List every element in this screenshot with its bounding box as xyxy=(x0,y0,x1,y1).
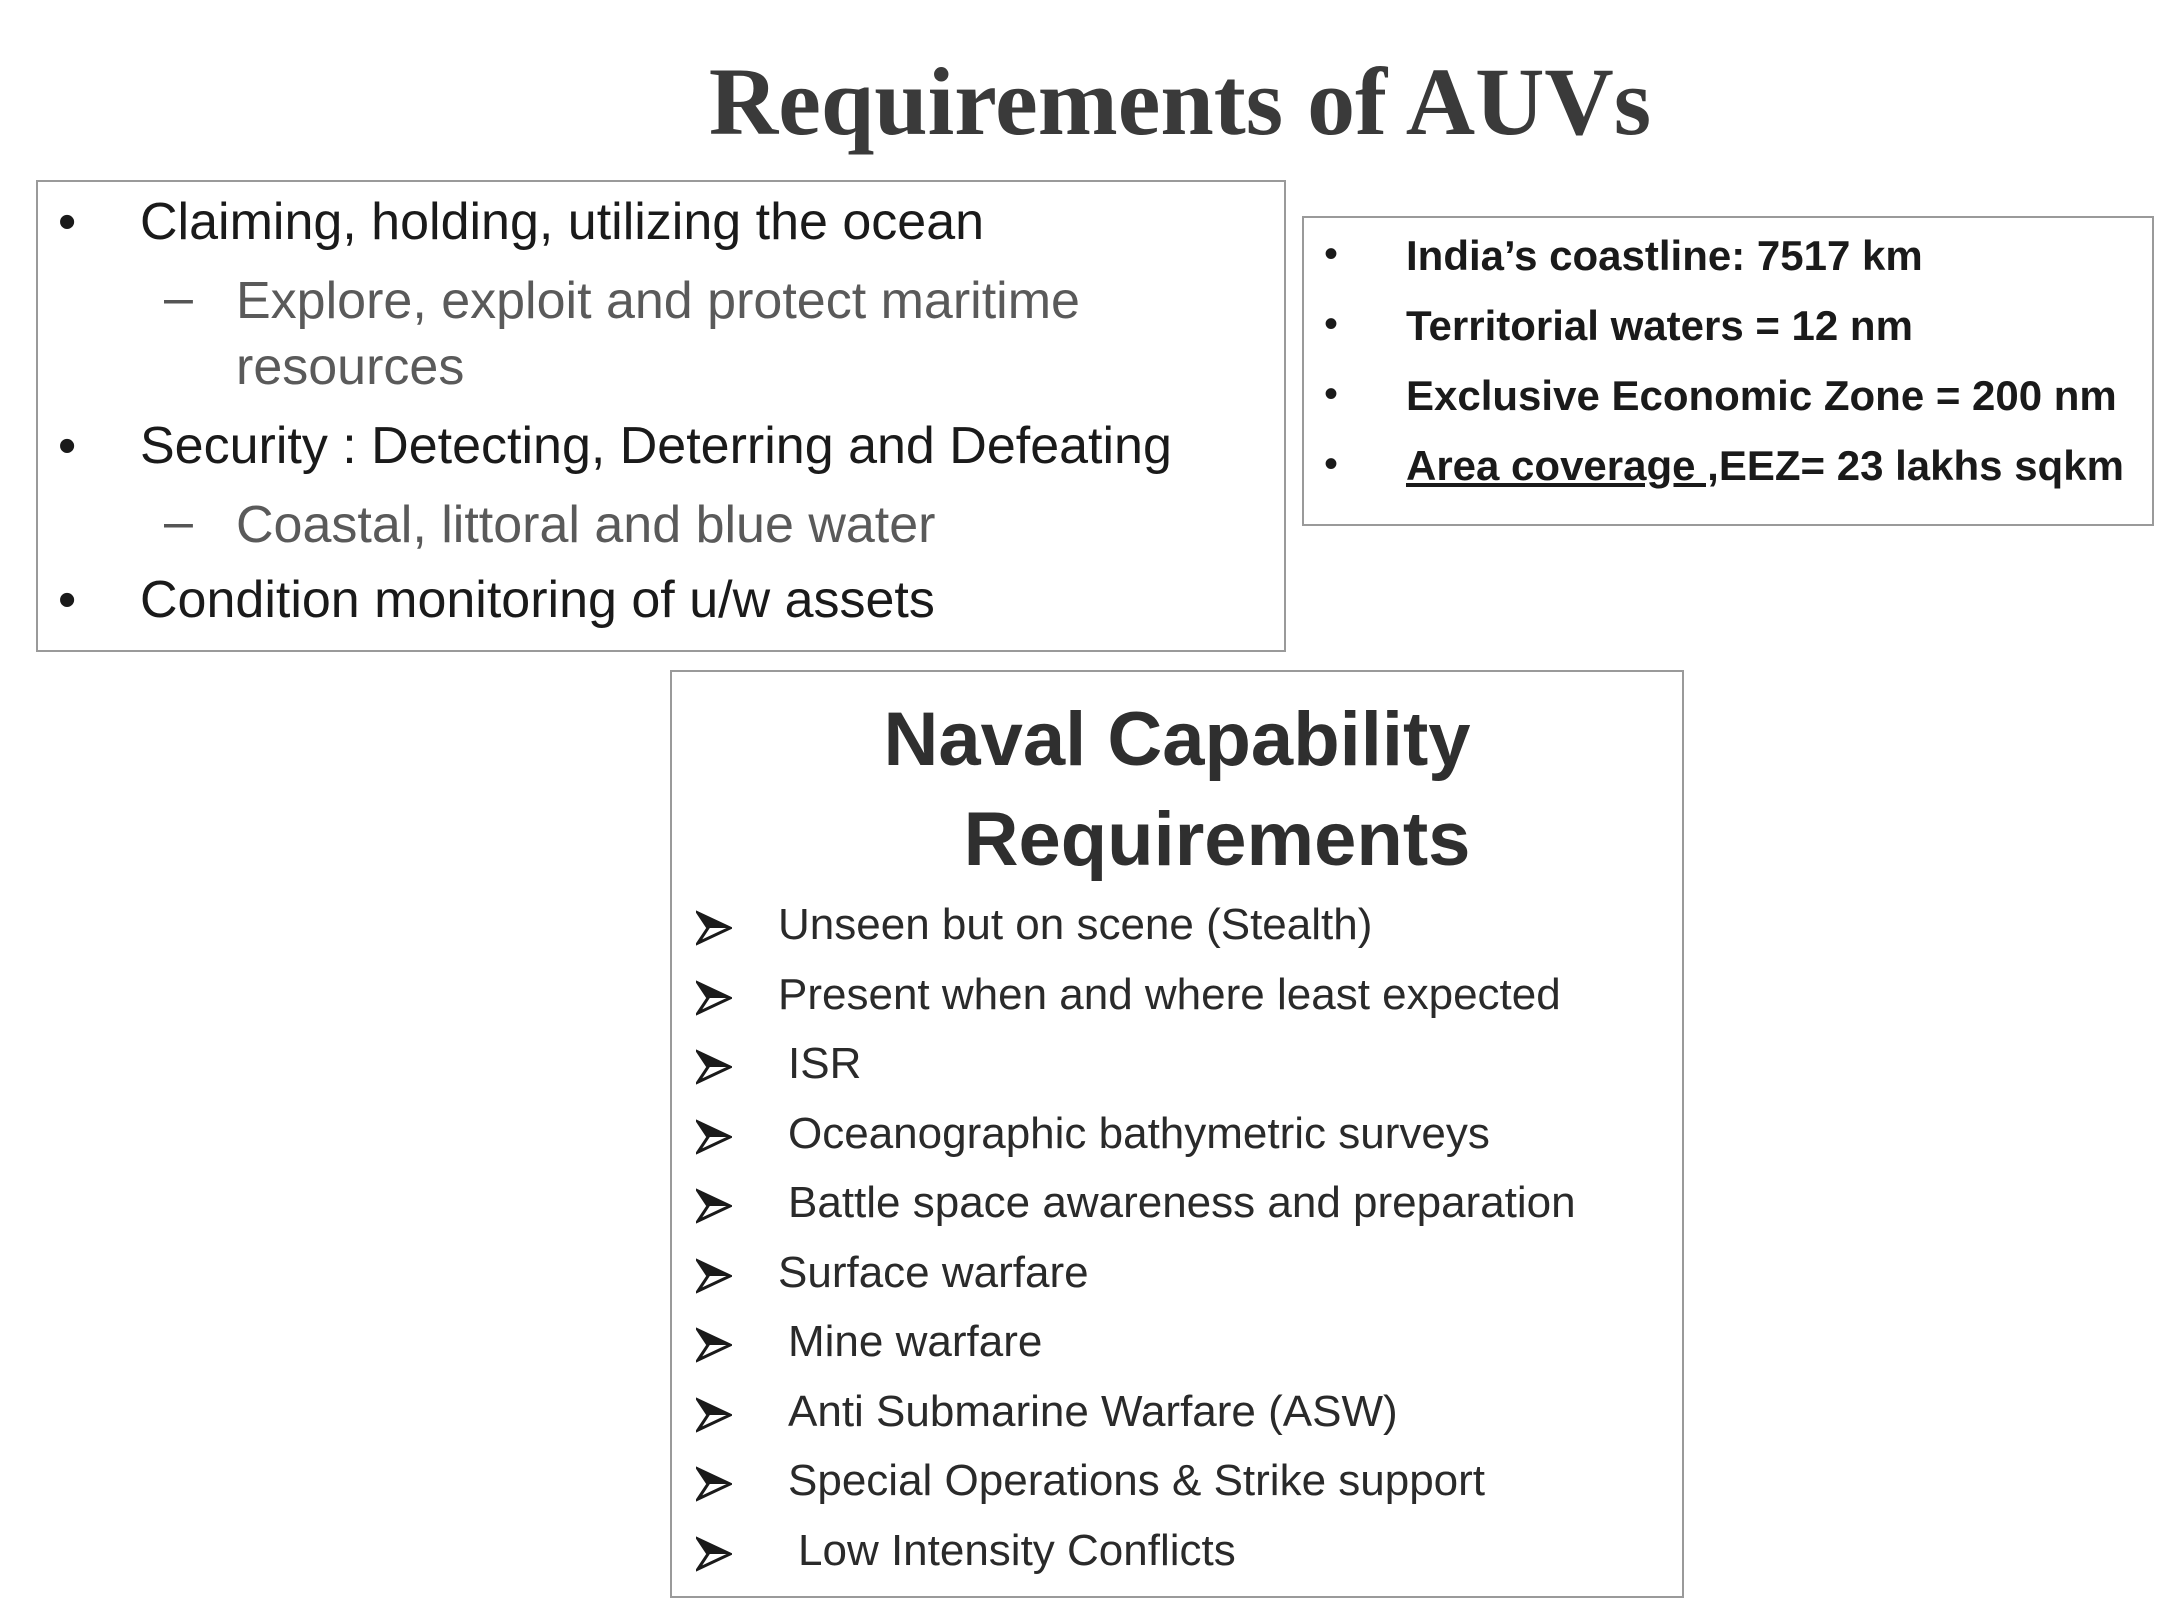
arrowhead-bullet-icon xyxy=(696,980,732,1016)
arrowhead-bullet-icon xyxy=(696,1119,732,1155)
plain-text: EEZ= 23 lakhs sqkm xyxy=(1718,442,2124,489)
list-item xyxy=(672,900,1682,960)
list-item-text: Exclusive Economic Zone = 200 nm xyxy=(1406,372,2117,419)
list-item-text: Present when and where least expected xyxy=(778,969,1561,1019)
bullet-icon: • xyxy=(58,417,77,475)
arrowhead-bullet-icon xyxy=(696,1466,732,1502)
arrowhead-bullet-icon xyxy=(696,1397,732,1433)
bullet-icon: • xyxy=(1324,442,1339,486)
bullet-icon: • xyxy=(1324,232,1339,276)
list-item-text: Security : Detecting, Deterring and Defeating xyxy=(140,417,1172,475)
list-item-text: Oceanographic bathymetric surveys xyxy=(788,1108,1490,1158)
arrowhead-bullet-icon xyxy=(696,1188,732,1224)
list-subitem-text: Coastal, littoral and blue water xyxy=(236,496,936,554)
list-item xyxy=(672,1526,1682,1586)
list-item-text: Battle space awareness and preparation xyxy=(788,1178,1576,1227)
list-item-text: Low Intensity Conflicts xyxy=(798,1525,1236,1575)
list-item xyxy=(672,1109,1682,1169)
arrowhead-bullet-icon xyxy=(696,1327,732,1363)
list-subitem-text: Explore, exploit and protect maritime resources xyxy=(236,272,1080,396)
bullet-icon: • xyxy=(1324,302,1339,346)
list-item-text: Condition monitoring of u/w assets xyxy=(140,571,935,629)
list-item-text: Surface warfare xyxy=(778,1247,1089,1297)
list-item xyxy=(672,1456,1682,1516)
arrowhead-bullet-icon xyxy=(696,1049,732,1085)
dash-icon: – xyxy=(164,269,193,327)
list-item-text: Anti Submarine Warfare (ASW) xyxy=(788,1386,1398,1436)
arrowhead-bullet-icon xyxy=(696,910,732,946)
ocean-requirements-box xyxy=(36,180,1286,652)
naval-capability-box xyxy=(670,670,1684,1598)
list-item-text: India’s coastline: 7517 km xyxy=(1406,232,1923,279)
section-title xyxy=(672,690,1682,890)
list-item xyxy=(672,1317,1682,1377)
section-title-line2: Requirements xyxy=(963,797,1471,882)
underlined-text: Area coverage , xyxy=(1406,442,1719,489)
list-item-text: Mine warfare xyxy=(788,1317,1043,1366)
bullet-icon: • xyxy=(58,193,77,251)
arrowhead-bullet-icon xyxy=(696,1258,732,1294)
list-item xyxy=(672,1248,1682,1308)
list-item xyxy=(672,970,1682,1030)
bullet-icon: • xyxy=(1324,372,1339,416)
list-item-text: Territorial waters = 12 nm xyxy=(1406,302,1913,349)
list-item-text: Claiming, holding, utilizing the ocean xyxy=(140,193,985,251)
page-title: Requirements of AUVs xyxy=(708,48,1652,155)
list-item xyxy=(672,1039,1682,1099)
arrowhead-bullet-icon xyxy=(696,1536,732,1572)
bullet-icon: • xyxy=(58,571,77,629)
dash-icon: – xyxy=(164,493,193,551)
section-title-line1: Naval Capability xyxy=(883,697,1471,782)
list-item-text: Special Operations & Strike support xyxy=(788,1456,1486,1505)
list-item xyxy=(672,1178,1682,1238)
india-maritime-facts-box xyxy=(1302,216,2154,526)
list-item-text: Unseen but on scene (Stealth) xyxy=(778,900,1373,949)
list-item-text: ISR xyxy=(788,1039,862,1088)
list-item xyxy=(672,1387,1682,1447)
list-item-text xyxy=(1406,442,2124,490)
